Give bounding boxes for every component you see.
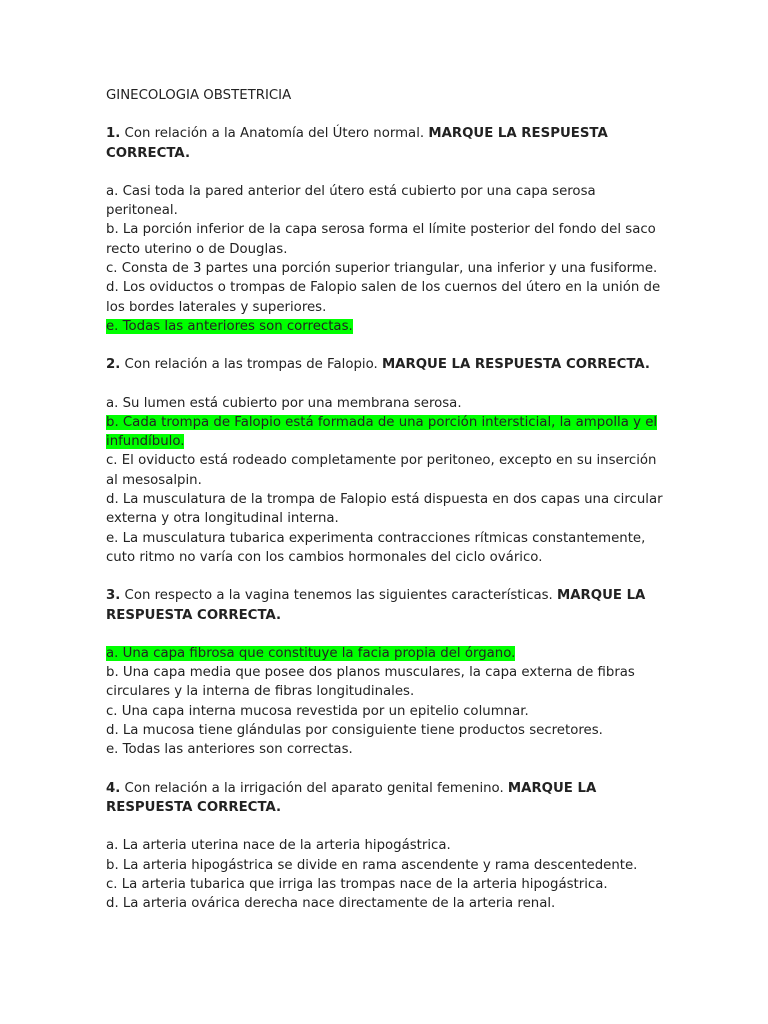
answer-options — [106, 394, 666, 568]
answer-option-text: d. La arteria ovárica derecha nace directamente de la arteria renal. — [106, 896, 556, 912]
answer-option-text: b. La arteria hipogástrica se divide en rama ascendente y rama descentedente. — [106, 857, 638, 873]
answer-option-text: b. Una capa media que posee dos planos musculares, la capa externa de fibras circulares y la interna de fibras longitudinales. — [106, 665, 635, 700]
question-number: 2. — [106, 357, 121, 373]
question-number: 1. — [106, 126, 121, 142]
answer-option-text: e. La musculatura tubarica experimenta contracciones rítmicas constantemente, cuto ritmo no varía con los cambios hormonales del ciclo ovárico. — [106, 530, 646, 565]
answer-option — [106, 278, 666, 317]
question-stem — [106, 355, 666, 374]
answer-option — [106, 740, 666, 759]
question-stem — [106, 124, 666, 163]
question-instruction: MARQUE LA RESPUESTA CORRECTA. — [106, 780, 597, 815]
question-stem — [106, 586, 666, 625]
answer-option-text: a. Su lumen está cubierto por una membrana serosa. — [106, 395, 462, 411]
question-3 — [106, 586, 666, 759]
answer-options — [106, 836, 666, 913]
answer-option-text: c. La arteria tubarica que irriga las trompas nace de la arteria hipogástrica. — [106, 876, 608, 892]
answer-option — [106, 451, 666, 490]
answer-option-text: d. La musculatura de la trompa de Falopio está dispuesta en dos capas una circular externa y otra longitudinal interna. — [106, 492, 663, 527]
answer-option — [106, 220, 666, 259]
answer-option — [106, 259, 666, 278]
document-title: GINECOLOGIA OBSTETRICIA — [106, 88, 292, 103]
answer-option-text: a. Una capa fibrosa que constituye la facia propia del órgano. — [106, 645, 516, 661]
answer-option — [106, 529, 666, 568]
question-instruction: MARQUE LA RESPUESTA CORRECTA. — [106, 126, 608, 161]
question-1 — [106, 124, 666, 336]
answer-option-highlighted — [106, 644, 666, 663]
answer-option — [106, 836, 666, 855]
answer-option-text: a. La arteria uterina nace de la arteria hipogástrica. — [106, 838, 451, 854]
answer-option-text: b. La porción inferior de la capa serosa forma el límite posterior del fondo del saco recto uterino o de Douglas. — [106, 222, 656, 257]
answer-option — [106, 894, 666, 913]
document-page — [106, 86, 666, 932]
answer-option — [106, 702, 666, 721]
answer-option-text: c. Consta de 3 partes una porción superior triangular, una inferior y una fusiforme. — [106, 261, 658, 277]
question-text: Con relación a la irrigación del aparato genital femenino. — [120, 780, 508, 796]
answer-option-text: c. El oviducto está rodeado completamente por peritoneo, excepto en su inserción al mesosalpin. — [106, 453, 657, 488]
question-2 — [106, 355, 666, 567]
answer-option — [106, 875, 666, 894]
answer-options — [106, 644, 666, 760]
answer-option — [106, 182, 666, 221]
answer-option — [106, 856, 666, 875]
answer-option-text: d. Los oviductos o trompas de Falopio salen de los cuernos del útero en la unión de los bordes laterales y superiores. — [106, 280, 661, 315]
answer-options — [106, 182, 666, 336]
answer-option — [106, 663, 666, 702]
question-number: 3. — [106, 588, 121, 604]
answer-option — [106, 394, 666, 413]
question-text: Con relación a las trompas de Falopio. — [120, 357, 382, 373]
answer-option-text: c. Una capa interna mucosa revestida por un epitelio columnar. — [106, 703, 529, 719]
question-instruction: MARQUE LA RESPUESTA CORRECTA. — [381, 357, 650, 373]
answer-option-highlighted — [106, 317, 666, 336]
answer-option — [106, 721, 666, 740]
question-stem — [106, 779, 666, 818]
answer-option-text: a. Casi toda la pared anterior del útero está cubierto por una capa serosa peritoneal. — [106, 183, 596, 219]
answer-option-text: b. Cada trompa de Falopio está formada de una porción intersticial, la ampolla y el infundíbulo. — [106, 414, 658, 450]
answer-option-text: e. Todas las anteriores son correctas. — [106, 318, 353, 334]
question-text: Con relación a la Anatomía del Útero normal. — [120, 126, 429, 142]
answer-option-text: d. La mucosa tiene glándulas por consiguiente tiene productos secretores. — [106, 723, 603, 739]
answer-option — [106, 490, 666, 529]
question-instruction: MARQUE LA RESPUESTA CORRECTA. — [106, 588, 646, 623]
question-4 — [106, 779, 666, 914]
question-text: Con respecto a la vagina tenemos las siguientes características. — [120, 588, 557, 604]
answer-option-highlighted — [106, 413, 666, 452]
answer-option-text: e. Todas las anteriores son correctas. — [106, 742, 353, 758]
question-number: 4. — [106, 780, 121, 796]
